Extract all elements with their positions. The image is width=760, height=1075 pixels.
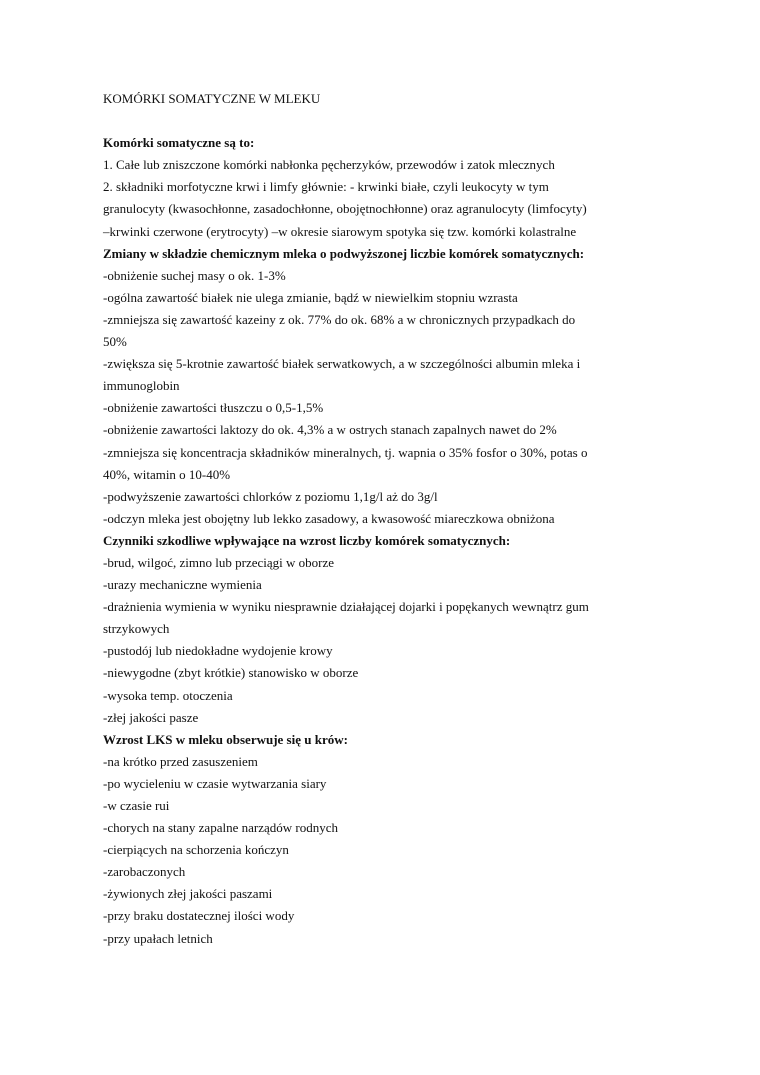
- body-line: –krwinki czerwone (erytrocyty) –w okresie siarowym spotyka się tzw. komórki kolastralne: [103, 223, 577, 239]
- body-line: -po wycieleniu w czasie wytwarzania siary: [103, 775, 327, 791]
- body-line: -na krótko przed zasuszeniem: [103, 753, 258, 769]
- body-line: -zwiększa się 5-krotnie zawartość białek serwatkowych, a w szczególności albumin mleka i: [103, 356, 581, 372]
- body-line: -wysoka temp. otoczenia: [103, 687, 233, 703]
- body-line: -cierpiących na schorzenia kończyn: [103, 842, 289, 858]
- body-line: -żywionych złej jakości paszami: [103, 886, 273, 902]
- body-line: -brud, wilgoć, zimno lub przeciągi w oborze: [103, 554, 335, 570]
- body-line: -podwyższenie zawartości chlorków z poziomu 1,1g/l aż do 3g/l: [103, 488, 438, 504]
- body-line: -w czasie rui: [103, 798, 170, 813]
- title-spacer: [103, 110, 603, 132]
- section-heading: Czynniki szkodliwe wpływające na wzrost liczby komórek somatycznych:: [103, 532, 511, 548]
- document-title: KOMÓRKI SOMATYCZNE W MLEKU: [103, 91, 321, 106]
- body-line: -zmniejsza się zawartość kazeiny z ok. 77% do ok. 68% a w chronicznych przypadkach do: [103, 311, 576, 327]
- body-line: -przy upałach letnich: [103, 930, 213, 946]
- body-line: -zmniejsza się koncentracja składników mineralnych, tj. wapnia o 35% fosfor o 30%, potas o: [103, 444, 588, 460]
- body-line: -pustodój lub niedokładne wydojenie krowy: [103, 643, 333, 659]
- body-line: strzykowych: [103, 621, 170, 637]
- body-line: -chorych na stany zapalne narządów rodnych: [103, 820, 338, 836]
- body-line: -obniżenie zawartości tłuszczu o 0,5-1,5%: [103, 400, 324, 416]
- body-line: -ogólna zawartość białek nie ulega zmianie, bądź w niewielkim stopniu wzrasta: [103, 289, 518, 305]
- body-line: granulocyty (kwasochłonne, zasadochłonne, obojętnochłonne) oraz agranulocyty (limfocyty): [103, 201, 587, 217]
- body-line: -niewygodne (zbyt krótkie) stanowisko w oborze: [103, 665, 359, 681]
- body-line: -drażnienia wymienia w wyniku niesprawnie działającej dojarki i popękanych wewnątrz gum: [103, 599, 589, 615]
- body-line: 2. składniki morfotyczne krwi i limfy głównie: - krwinki białe, czyli leukocyty w tym: [103, 179, 549, 195]
- body-line: -przy braku dostatecznej ilości wody: [103, 908, 295, 924]
- body-line: -obniżenie zawartości laktozy do ok. 4,3% a w ostrych stanach zapalnych nawet do 2%: [103, 422, 557, 438]
- body-line: -zarobaczonych: [103, 864, 186, 880]
- body-line: -odczyn mleka jest obojętny lub lekko zasadowy, a kwasowość miareczkowa obniżona: [103, 510, 555, 526]
- body-line: -obniżenie suchej masy o ok. 1-3%: [103, 267, 286, 283]
- document-body: [103, 132, 603, 949]
- section-heading: Zmiany w składzie chemicznym mleka o podwyższonej liczbie komórek somatycznych:: [103, 245, 585, 261]
- section-heading: Wzrost LKS w mleku obserwuje się u krów:: [103, 731, 348, 747]
- body-line: 40%, witamin o 10-40%: [103, 466, 231, 482]
- section-heading: Komórki somatyczne są to:: [103, 135, 255, 151]
- body-line: 50%: [103, 334, 127, 350]
- document-page: [103, 88, 603, 950]
- body-line: immunoglobin: [103, 378, 180, 394]
- body-line: -urazy mechaniczne wymienia: [103, 577, 262, 593]
- body-line: -złej jakości pasze: [103, 709, 199, 725]
- body-line: 1. Całe lub zniszczone komórki nabłonka pęcherzyków, przewodów i zatok mlecznych: [103, 157, 555, 173]
